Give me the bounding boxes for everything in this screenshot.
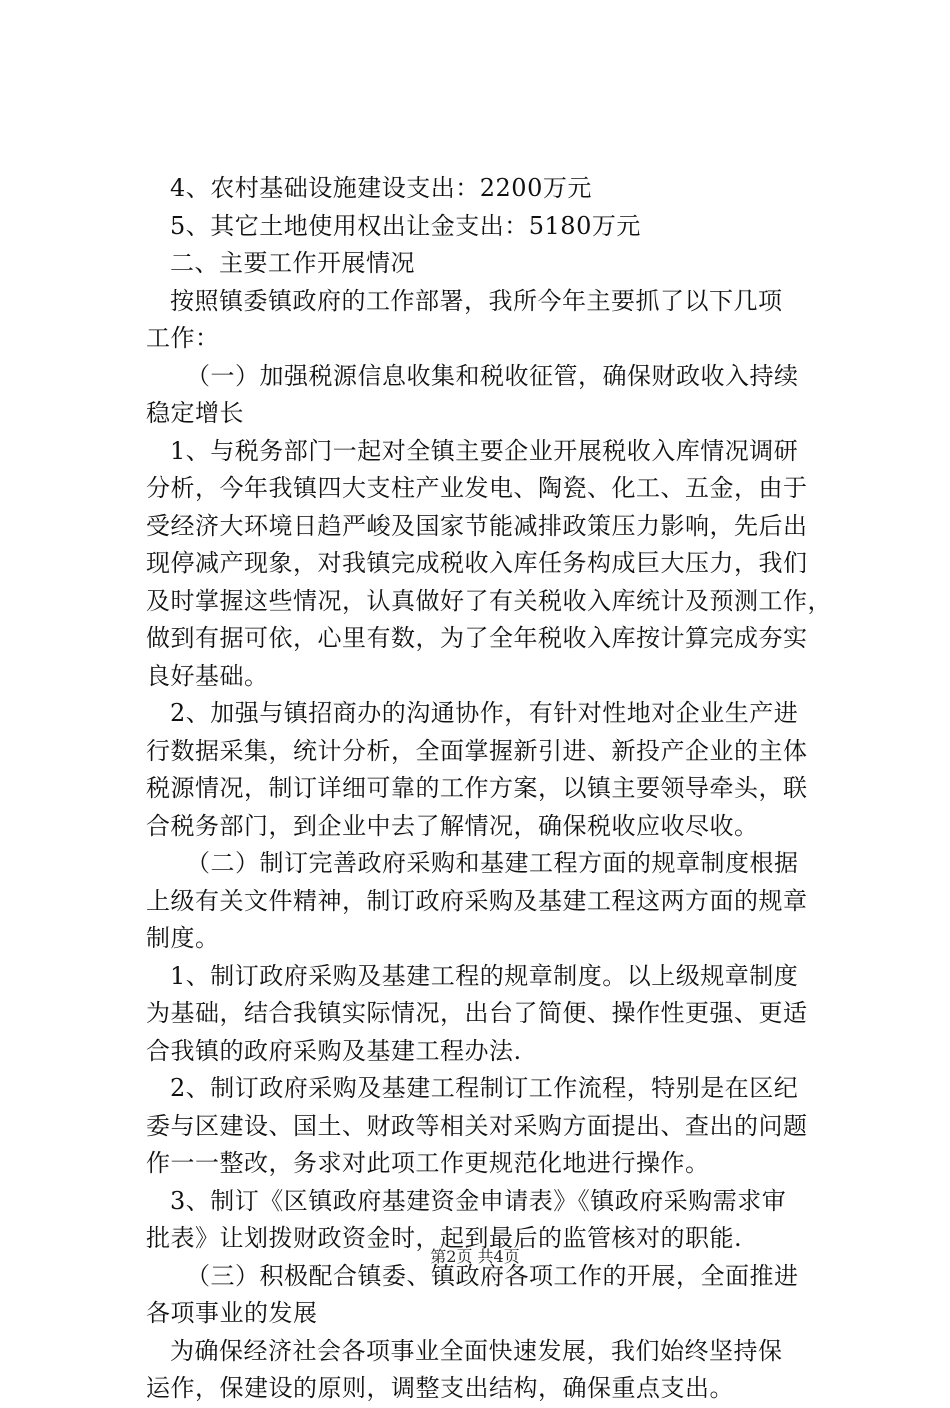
paragraph-line: 制度。 [146, 924, 220, 952]
subsection-heading: 稳定增长 [146, 399, 244, 427]
paragraph-line: 批表》让划拨财政资金时，起到最后的监管核对的职能. [146, 1224, 743, 1252]
page-footer: 第2页 共4页 [430, 1247, 520, 1266]
paragraph-line: 2、加强与镇招商办的沟通协作，有针对性地对企业生产进 [170, 699, 799, 727]
paragraph-line: 做到有据可依，心里有数，为了全年税收入库按计算完成夯实 [146, 624, 808, 652]
paragraph-line: 为基础，结合我镇实际情况，出台了简便、操作性更强、更适 [146, 999, 808, 1027]
subsection-heading: （二）制订完善政府采购和基建工程方面的规章制度根据 [186, 849, 799, 877]
paragraph-line: 受经济大环境日趋严峻及国家节能减排政策压力影响，先后出 [146, 511, 808, 540]
paragraph-line: 合我镇的政府采购及基建工程办法. [146, 1036, 522, 1065]
paragraph-line: 上级有关文件精神，制订政府采购及基建工程这两方面的规章 [146, 886, 808, 915]
document-body [146, 170, 836, 1408]
paragraph-line: 委与区建设、国土、财政等相关对采购方面提出、查出的问题 [146, 1111, 808, 1140]
subsection-heading: （三）积极配合镇委、镇政府各项工作的开展，全面推进 [186, 1261, 799, 1290]
paragraph-line: 2、制订政府采购及基建工程制订工作流程，特别是在区纪 [170, 1074, 799, 1102]
paragraph-line: 运作，保建设的原则，调整支出结构，确保重点支出。 [146, 1374, 734, 1402]
paragraph-line: 为确保经济社会各项事业全面快速发展，我们始终坚持保 [170, 1336, 783, 1365]
paragraph-line: 税源情况，制订详细可靠的工作方案，以镇主要领导牵头，联 [146, 774, 808, 802]
paragraph-line: 及时掌握这些情况，认真做好了有关税收入库统计及预测工作， [146, 586, 832, 615]
paragraph-line: 行数据采集，统计分析，全面掌握新引进、新投产企业的主体 [146, 736, 808, 765]
paragraph-line: 1、与税务部门一起对全镇主要企业开展税收入库情况调研 [170, 436, 799, 465]
section-heading: 二、主要工作开展情况 [170, 249, 415, 277]
paragraph-line: 现停减产现象，对我镇完成税收入库任务构成巨大压力，我们 [146, 549, 808, 577]
paragraph-line: 分析，今年我镇四大支柱产业发电、陶瓷、化工、五金，由于 [146, 474, 808, 502]
subsection-heading: 各项事业的发展 [146, 1299, 318, 1327]
list-item: 5、其它土地使用权出让金支出：5180万元 [170, 211, 641, 240]
paragraph-line: 1、制订政府采购及基建工程的规章制度。以上级规章制度 [170, 961, 799, 990]
paragraph-line: 按照镇委镇政府的工作部署，我所今年主要抓了以下几项 [170, 286, 783, 315]
subsection-heading: （一）加强税源信息收集和税收征管，确保财政收入持续 [186, 361, 799, 390]
list-item: 4、农村基础设施建设支出：2200万元 [170, 174, 592, 202]
paragraph-line: 合税务部门，到企业中去了解情况，确保税收应收尽收。 [146, 811, 759, 840]
paragraph-line: 3、制订《区镇政府基建资金申请表》《镇政府采购需求审 [170, 1186, 787, 1215]
paragraph-line: 良好基础。 [146, 661, 269, 690]
paragraph-line: 工作： [146, 324, 220, 352]
paragraph-line: 作一一整改，务求对此项工作更规范化地进行操作。 [146, 1149, 710, 1177]
